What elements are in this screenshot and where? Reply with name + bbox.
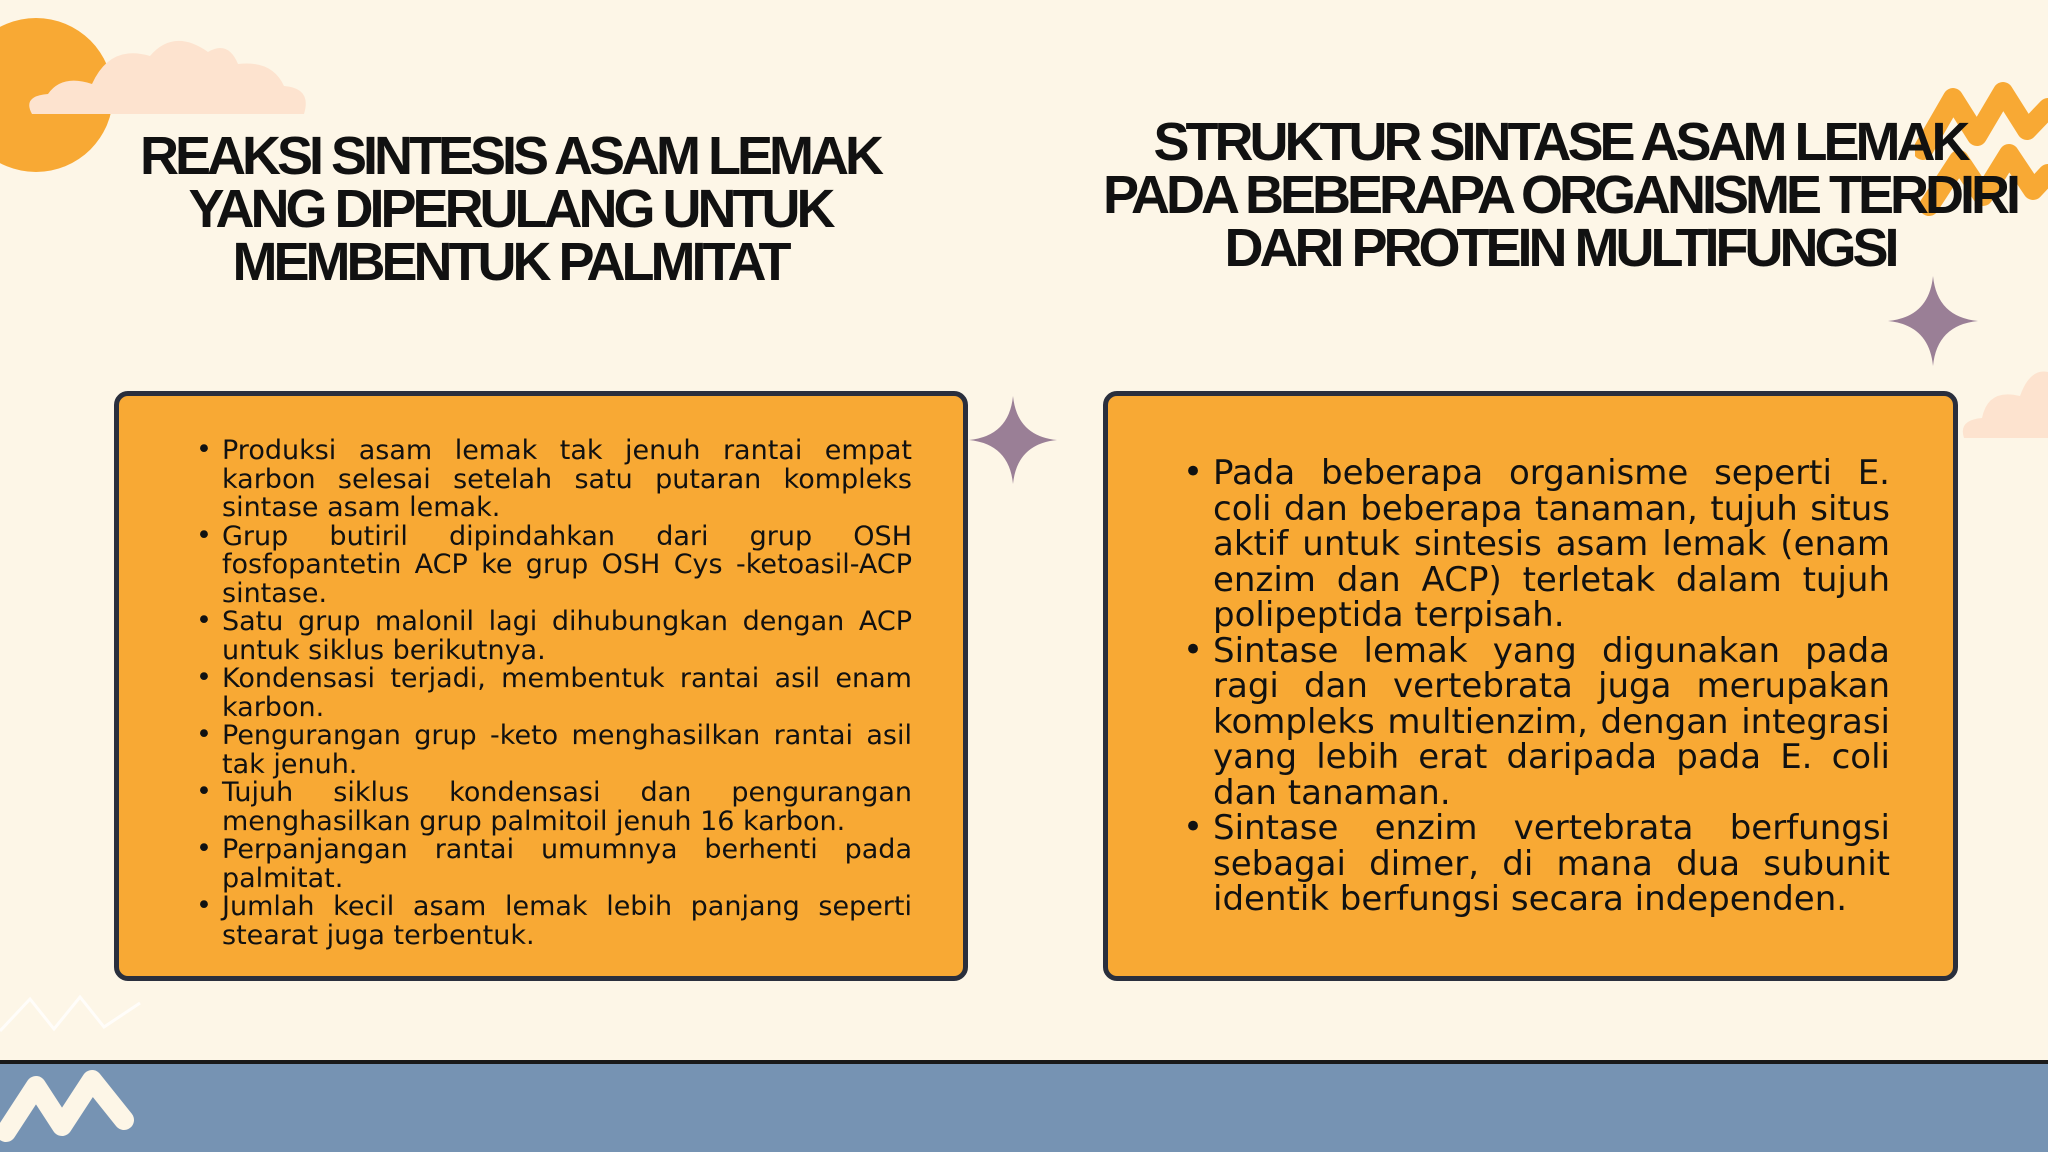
cloud-icon <box>22 24 312 120</box>
bullet-item: • Sintase enzim vertebrata berfungsi sebagai dimer, di mana dua subunit identik berfungsi secara independen. <box>1213 811 1890 918</box>
bullet-item: • Satu grup malonil lagi dihubungkan dengan ACP untuk siklus berikutnya. <box>222 608 912 665</box>
cloud-icon <box>1958 362 2048 444</box>
title-right: STRUKTUR SINTASE ASAM LEMAK PADA BEBERAPA ORGANISME TERDIRI DARI PROTEIN MULTIFUNGSI <box>1102 112 2018 278</box>
bullet-item: • Tujuh siklus kondensasi dan pengurangan menghasilkan grup palmitoil jenuh 16 karbon. <box>222 779 912 836</box>
title-left: REAKSI SINTESIS ASAM LEMAK YANG DIPERULANG UNTUK MEMBENTUK PALMITAT <box>139 126 881 292</box>
left-bullet-list <box>222 437 912 950</box>
bullet-item: • Perpanjangan rantai umumnya berhenti pada palmitat. <box>222 836 912 893</box>
zigzag-icon <box>0 1040 150 1152</box>
left-card <box>114 391 968 981</box>
sparkle-icon <box>1888 276 1978 366</box>
right-card <box>1103 391 1958 981</box>
right-bullet-list <box>1213 453 1890 919</box>
bullet-item: • Pengurangan grup -keto menghasilkan rantai asil tak jenuh. <box>222 722 912 779</box>
bullet-item: • Kondensasi terjadi, membentuk rantai asil enam karbon. <box>222 665 912 722</box>
bullet-item: • Grup butiril dipindahkan dari grup OSH fosfopantetin ACP ke grup OSH Cys -ketoasil-ACP sintase. <box>222 523 912 609</box>
bullet-item: • Produksi asam lemak tak jenuh rantai empat karbon selesai setelah satu putaran kompleks sintase asam lemak. <box>222 437 912 523</box>
bullet-item: • Jumlah kecil asam lemak lebih panjang seperti stearat juga terbentuk. <box>222 893 912 950</box>
sparkle-icon <box>969 396 1057 484</box>
bottom-band <box>0 1060 2048 1152</box>
bullet-item: • Sintase lemak yang digunakan pada ragi dan vertebrata juga merupakan kompleks multienzim, dengan integrasi yang lebih erat daripada pada E. coli dan tanaman. <box>1213 634 1890 812</box>
bullet-item: • Pada beberapa organisme seperti E. coli dan beberapa tanaman, tujuh situs aktif untuk sintesis asam lemak (enam enzim dan ACP) terletak dalam tujuh polipeptida terpisah. <box>1213 456 1890 634</box>
